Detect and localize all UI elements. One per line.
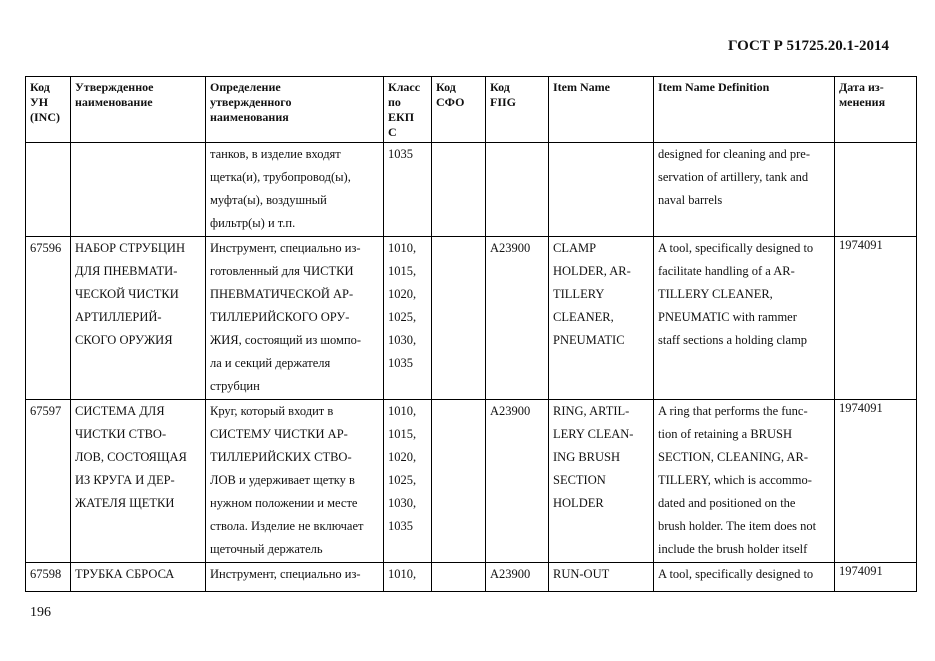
- cell-item-definition: [654, 563, 835, 592]
- text-line: 1010,: [388, 567, 417, 581]
- text-line: 1035: [388, 147, 413, 161]
- cell-sfo: [432, 563, 486, 592]
- text-line: SECTION, CLEANING, AR-: [658, 450, 808, 464]
- cell-fiig: [486, 400, 549, 563]
- text-line: 67597: [30, 404, 62, 418]
- col-header-sfo: [432, 77, 486, 143]
- text-line: RUN-OUT: [553, 567, 610, 581]
- text-line: 1025,: [388, 310, 417, 324]
- cell-code: [26, 237, 71, 400]
- text-line: щетка(и), трубопровод(ы),: [210, 170, 351, 184]
- text-line: A23900: [490, 567, 531, 581]
- text-line: Дата из-: [839, 80, 884, 94]
- text-line: струбцин: [210, 379, 260, 393]
- text-line: СИСТЕМУ ЧИСТКИ АР-: [210, 427, 348, 441]
- cell-item-definition: [654, 237, 835, 400]
- text-line: ЛОВ, СОСТОЯЩАЯ: [75, 450, 187, 464]
- text-line: FIIG: [490, 95, 517, 109]
- text-line: УН: [30, 95, 49, 109]
- text-line: 1020,: [388, 287, 417, 301]
- text-line: 1030,: [388, 333, 417, 347]
- text-line: ЧЕСКОЙ ЧИСТКИ: [75, 287, 179, 301]
- text-line: Код: [30, 80, 50, 94]
- text-line: designed for cleaning and pre-: [658, 147, 811, 161]
- text-line: LERY CLEAN-: [553, 427, 634, 441]
- text-line: по: [388, 95, 401, 109]
- col-header-item-definition: [654, 77, 835, 143]
- text-line: A23900: [490, 241, 531, 255]
- cell-item-definition: [654, 143, 835, 237]
- text-line: утвержденного: [210, 95, 292, 109]
- cell-date: [835, 400, 917, 563]
- text-line: 1974091: [839, 564, 883, 578]
- text-line: Код: [436, 80, 456, 94]
- text-line: tion of retaining a BRUSH: [658, 427, 793, 441]
- text-line: HOLDER, AR-: [553, 264, 631, 278]
- text-line: Круг, который входит в: [210, 404, 334, 418]
- cell-definition: [206, 400, 384, 563]
- catalog-table: [25, 76, 917, 592]
- col-header-code: [26, 77, 71, 143]
- text-line: менения: [839, 95, 886, 109]
- text-line: CLAMP: [553, 241, 597, 255]
- text-line: CLEANER,: [553, 310, 614, 324]
- cell-sfo: [432, 143, 486, 237]
- text-line: ТИЛЛЕРИЙСКИХ СТВО-: [210, 450, 352, 464]
- text-line: 1974091: [839, 238, 883, 252]
- text-line: 1025,: [388, 473, 417, 487]
- text-line: Класс: [388, 80, 421, 94]
- text-line: A tool, specifically designed to: [658, 241, 814, 255]
- cell-class: [384, 400, 432, 563]
- text-line: Определение: [210, 80, 281, 94]
- text-line: ИЗ КРУГА И ДЕР-: [75, 473, 175, 487]
- table-row: [26, 143, 917, 237]
- text-line: ТИЛЛЕРИЙСКОГО ОРУ-: [210, 310, 350, 324]
- text-line: Утвержденное: [75, 80, 154, 94]
- cell-code: [26, 143, 71, 237]
- cell-definition: [206, 143, 384, 237]
- text-line: НАБОР СТРУБЦИН: [75, 241, 185, 255]
- text-line: include the brush holder itself: [658, 542, 808, 556]
- text-line: наименования: [210, 110, 289, 124]
- cell-sfo: [432, 400, 486, 563]
- table-row: [26, 237, 917, 400]
- text-line: щеточный держатель: [210, 542, 323, 556]
- page-number: 196: [30, 605, 51, 620]
- cell-name: [71, 143, 206, 237]
- text-line: 1015,: [388, 427, 417, 441]
- text-line: муфта(ы), воздушный: [210, 193, 327, 207]
- text-line: танков, в изделие входят: [210, 147, 341, 161]
- text-line: 1010,: [388, 241, 417, 255]
- text-line: 1974091: [839, 401, 883, 415]
- col-header-fiig: [486, 77, 549, 143]
- text-line: Код: [490, 80, 510, 94]
- cell-class: [384, 563, 432, 592]
- text-line: СКОГО ОРУЖИЯ: [75, 333, 173, 347]
- text-line: ТРУБКА СБРОСА: [75, 567, 175, 581]
- text-line: TILLERY: [553, 287, 605, 301]
- text-line: facilitate handling of a AR-: [658, 264, 795, 278]
- text-line: RING, ARTIL-: [553, 404, 630, 418]
- text-line: TILLERY CLEANER,: [658, 287, 773, 301]
- text-line: ЛОВ и удерживает щетку в: [210, 473, 355, 487]
- text-line: A tool, specifically designed to: [658, 567, 814, 581]
- cell-code: [26, 400, 71, 563]
- text-line: naval barrels: [658, 193, 723, 207]
- text-line: СФО: [436, 95, 465, 109]
- text-line: 67598: [30, 567, 62, 581]
- cell-fiig: [486, 563, 549, 592]
- col-header-item-name: [549, 77, 654, 143]
- text-line: готовленный для ЧИСТКИ: [210, 264, 354, 278]
- text-line: Инструмент, специально из-: [210, 567, 361, 581]
- cell-definition: [206, 563, 384, 592]
- table-header-row: [26, 77, 917, 143]
- text-line: наименование: [75, 95, 153, 109]
- text-line: 1010,: [388, 404, 417, 418]
- text-line: ЖИЯ, состоящий из шомпо-: [210, 333, 362, 347]
- text-line: 1030,: [388, 496, 417, 510]
- text-line: 1020,: [388, 450, 417, 464]
- col-header-date: [835, 77, 917, 143]
- text-line: SECTION: [553, 473, 606, 487]
- text-line: brush holder. The item does not: [658, 519, 817, 533]
- cell-item-name: [549, 237, 654, 400]
- text-line: PNEUMATIC: [553, 333, 625, 347]
- text-line: С: [388, 125, 397, 139]
- cell-item-name: [549, 400, 654, 563]
- cell-name: [71, 563, 206, 592]
- text-line: PNEUMATIC with rammer: [658, 310, 797, 324]
- cell-class: [384, 143, 432, 237]
- col-header-class: [384, 77, 432, 143]
- col-header-approved-name: [71, 77, 206, 143]
- cell-item-name: [549, 563, 654, 592]
- text-line: ла и секций держателя: [210, 356, 331, 370]
- cell-date: [835, 237, 917, 400]
- text-line: (INC): [30, 110, 60, 124]
- text-line: нужном положении и месте: [210, 496, 358, 510]
- text-line: ствола. Изделие не включает: [210, 519, 364, 533]
- cell-fiig: [486, 237, 549, 400]
- text-line: фильтр(ы) и т.п.: [210, 216, 296, 230]
- text-line: Инструмент, специально из-: [210, 241, 361, 255]
- text-line: ДЛЯ ПНЕВМАТИ-: [75, 264, 178, 278]
- text-line: Item Name Definition: [658, 80, 770, 94]
- cell-name: [71, 400, 206, 563]
- document-header-title: ГОСТ Р 51725.20.1-2014: [727, 38, 889, 54]
- text-line: TILLERY, which is accommo-: [658, 473, 812, 487]
- text-line: HOLDER: [553, 496, 604, 510]
- text-line: АРТИЛЛЕРИЙ-: [75, 310, 162, 324]
- text-line: ПНЕВМАТИЧЕСКОЙ АР-: [210, 287, 354, 301]
- cell-fiig: [486, 143, 549, 237]
- cell-class: [384, 237, 432, 400]
- text-line: 1015,: [388, 264, 417, 278]
- cell-date: [835, 143, 917, 237]
- text-line: A ring that performs the func-: [658, 404, 808, 418]
- cell-item-definition: [654, 400, 835, 563]
- text-line: СИСТЕМА ДЛЯ: [75, 404, 165, 418]
- table-row: [26, 563, 917, 592]
- text-line: ЧИСТКИ СТВО-: [75, 427, 167, 441]
- cell-definition: [206, 237, 384, 400]
- text-line: dated and positioned on the: [658, 496, 796, 510]
- cell-date: [835, 563, 917, 592]
- text-line: ING BRUSH: [553, 450, 621, 464]
- cell-sfo: [432, 237, 486, 400]
- cell-code: [26, 563, 71, 592]
- text-line: staff sections a holding clamp: [658, 333, 808, 347]
- col-header-definition: [206, 77, 384, 143]
- text-line: Item Name: [553, 80, 610, 94]
- text-line: A23900: [490, 404, 531, 418]
- text-line: servation of artillery, tank and: [658, 170, 809, 184]
- text-line: ЕКП: [388, 110, 415, 124]
- text-line: ЖАТЕЛЯ ЩЕТКИ: [75, 496, 175, 510]
- table-row: [26, 400, 917, 563]
- text-line: 67596: [30, 241, 62, 255]
- text-line: 1035: [388, 356, 413, 370]
- cell-item-name: [549, 143, 654, 237]
- text-line: 1035: [388, 519, 413, 533]
- cell-name: [71, 237, 206, 400]
